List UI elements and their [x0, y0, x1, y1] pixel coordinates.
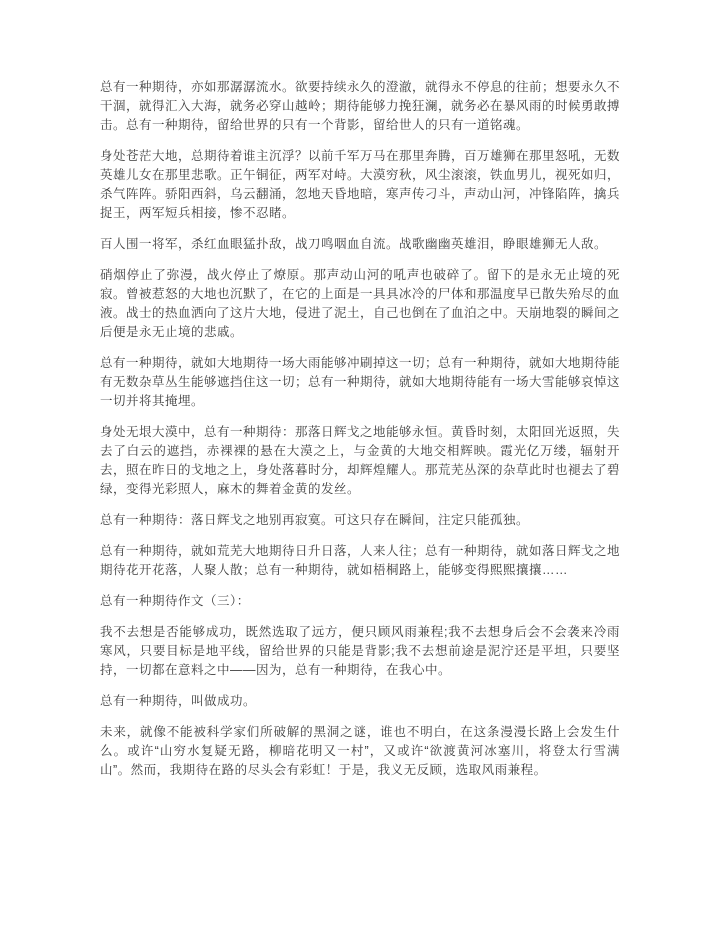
paragraph: 总有一种期待，亦如那潺潺流水。欲要持续永久的澄澈，就得永不停息的往前；想要永久不干涸，就得汇入大海，就务必穿山越岭；期待能够力挽狂澜，就务必在暴风雨的时候勇敢搏击。总有一种期待，留给世界的只有一个背影，留给世人的只有一道铭魂。	[100, 80, 621, 132]
paragraph: 总有一种期待，就如大地期待一场大雨能够冲刷掉这一切；总有一种期待，就如大地期待能有无数杂草丛生能够遮挡住这一切；总有一种期待，就如大地期待能有一场大雪能够哀悼这一切并将其掩埋。	[100, 356, 621, 408]
paragraph: 百人围一将军，杀红血眼猛扑敌，战刀鸣咽血自流。战歌幽幽英雄泪，睁眼雄狮无人敌。	[100, 237, 608, 251]
section-heading: 总有一种期待作文（三）：	[100, 594, 250, 608]
paragraph: 身处无垠大漠中，总有一种期待：那落日辉戈之地能够永恒。黄昏时刻，太阳回光返照，失去了白云的遮挡，赤裸裸的悬在大漠之上，与金黄的大地交相辉映。霞光亿万缕，辐射开去，照在昨日的戈地之上，身处落暮时分，却辉煌耀人。那荒芜丛深的杂草此时也褪去了碧绿，变得光彩照人，麻木的舞着金黄的发丝。	[100, 425, 621, 496]
paragraph: 总有一种期待：落日辉戈之地别再寂寞。可这只存在瞬间，注定只能孤独。	[100, 513, 530, 527]
essay-body	[100, 78, 620, 780]
paragraph: 总有一种期待，叫做成功。	[100, 694, 257, 708]
paragraph: 未来，就像不能被科学家们所破解的黑洞之谜，谁也不明白，在这条漫漫长路上会发生什么。或许“山穷水复疑无路，柳暗花明又一村”，又或许“欲渡黄河冰塞川，将登太行雪满山”。然而，我期待在路的尽头会有彩虹！于是，我义无反顾，选取风雨兼程。	[100, 725, 620, 777]
paragraph: 我不去想是否能够成功，既然选取了远方，便只顾风雨兼程;我不去想身后会不会袭来冷雨寒风，只要目标是地平线，留给世界的只能是背影;我不去想前途是泥泞还是平坦，只要坚持，一切都在意料之中——因为，总有一种期待，在我心中。	[100, 625, 620, 677]
paragraph: 总有一种期待，就如荒芜大地期待日升日落，人来人往；总有一种期待，就如落日辉戈之地期待花开花落，人聚人散；总有一种期待，就如梧桐路上，能够变得熙熙攘攘……	[100, 544, 621, 577]
paragraph: 身处苍茫大地，总期待着谁主沉浮？以前千军万马在那里奔腾，百万雄狮在那里怒吼，无数英雄儿女在那里悲歌。正午铜征，两军对峙。大漠穷秋，风尘滚滚，铁血男儿，视死如归，杀气阵阵。骄阳西斜，乌云翻涌，忽地天昏地暗，寒声传刁斗，声动山河，冲锋陷阵，擒兵捉王，两军短兵相接，惨不忍睹。	[100, 149, 621, 220]
paragraph: 硝烟停止了弥漫，战火停止了燎原。那声动山河的吼声也破碎了。留下的是永无止境的死寂。曾被惹怒的大地也沉默了，在它的上面是一具具冰冷的尸体和那温度早已散失殆尽的血液。战士的热血洒向了这片大地，侵进了泥土，自己也倒在了血泊之中。天崩地裂的瞬间之后便是永无止境的悲戚。	[100, 268, 621, 339]
